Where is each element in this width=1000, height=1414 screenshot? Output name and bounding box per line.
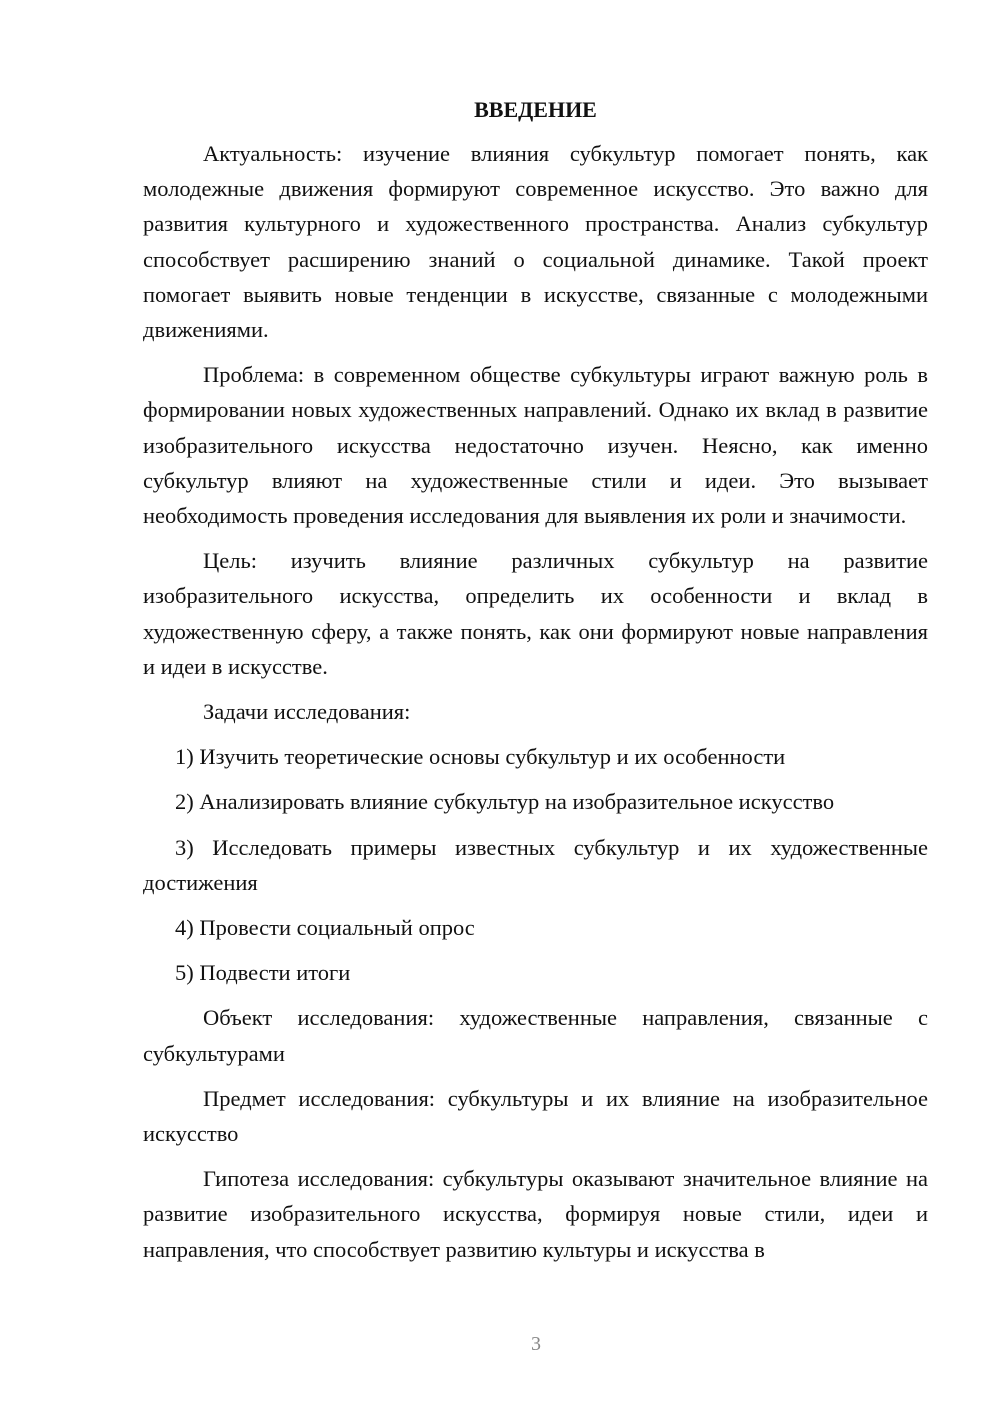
paragraph-object: Объект исследования: художественные направления, связанные с субкультурами	[143, 1005, 928, 1066]
tasks-title: Задачи исследования:	[203, 699, 411, 725]
paragraph-relevance: Актуальность: изучение влияния субкультур помогает понять, как молодежные движения формируют современное искусство. Это важно для развития культурного и художественного пространства. Анализ субкультур способствует расширению знаний о социальной динамике. Такой проект помогает выявить новые тенденции в искусстве, связанные с молодежными движениями.	[143, 141, 928, 343]
section-heading: ВВЕДЕНИЕ	[474, 97, 597, 122]
task-item-2: 2) Анализировать влияние субкультур на изобразительное искусство	[175, 789, 835, 815]
task-item-1: 1) Изучить теоретические основы субкультур и их особенности	[175, 744, 786, 770]
paragraph-problem: Проблема: в современном обществе субкультуры играют важную роль в формировании новых художественных направлений. Однако их вклад в развитие изобразительного искусства недостаточно изучен. Неясно, как именно субкультур влияют на художественные стили и идеи. Это вызывает необходимость проведения исследования для выявления их роли и значимости.	[143, 362, 928, 529]
page-number: 3	[531, 1333, 541, 1355]
task-item-4: 4) Провести социальный опрос	[175, 915, 475, 941]
task-item-3: 3) Исследовать примеры известных субкультур и их художественные достижения	[143, 834, 928, 895]
paragraph-subject: Предмет исследования: субкультуры и их влияние на изобразительное искусство	[143, 1085, 928, 1147]
page-content	[143, 92, 928, 1277]
task-item-5: 5) Подвести итоги	[175, 960, 351, 986]
paragraph-goal: Цель: изучить влияние различных субкультур на развитие изобразительного искусства, определить их особенности и вклад в художественную сферу, а также понять, как они формируют новые направления и идеи в искусстве.	[143, 548, 928, 679]
paragraph-hypothesis: Гипотеза исследования: субкультуры оказывают значительное влияние на развитие изобразительного искусства, формируя новые стили, идеи и направления, что способствует развитию культуры и искусства в	[143, 1166, 928, 1262]
